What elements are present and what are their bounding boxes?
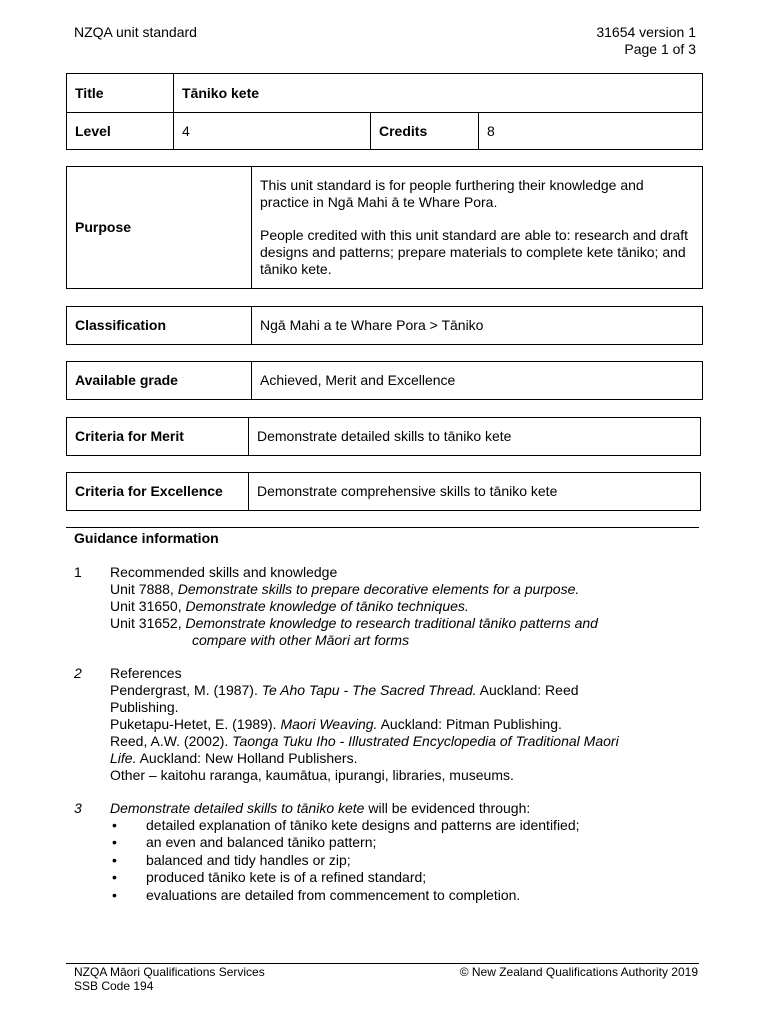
criteria-merit-table xyxy=(66,417,701,456)
purpose-content xyxy=(252,167,703,289)
list-item: • balanced and tidy handles or zip; xyxy=(112,851,351,868)
reference-reed: Reed, A.W. (2002). Taonga Tuku Iho - Illustrated Encyclopedia of Traditional Maori xyxy=(110,733,619,749)
item-1-unit-31652: Unit 31652, Demonstrate knowledge to research traditional tāniko patterns and xyxy=(110,615,598,631)
available-grade-label: Available grade xyxy=(67,362,252,400)
item-1-unit-31650: Unit 31650, Demonstrate knowledge of tāniko techniques. xyxy=(110,598,469,614)
item-2-title: References xyxy=(110,665,182,681)
item-3-intro: Demonstrate detailed skills to tāniko kete will be evidenced through: xyxy=(110,800,531,816)
guidance-heading: Guidance information xyxy=(74,530,219,546)
footer-rule xyxy=(66,963,699,964)
reference-puketapu-hetet: Puketapu-Hetet, E. (1989). Maori Weaving. Auckland: Pitman Publishing. xyxy=(110,716,562,732)
classification-value: Ngā Mahi a te Whare Pora > Tāniko xyxy=(252,307,703,345)
footer-ssb-code: SSB Code 194 xyxy=(74,979,154,993)
item-3-bullet-list xyxy=(112,817,702,904)
reference-other: Other – kaitohu raranga, kaumātua, ipurangi, libraries, museums. xyxy=(110,767,514,783)
purpose-table xyxy=(66,166,703,289)
item-1-unit-31652-cont: compare with other Māori art forms xyxy=(192,632,410,648)
title-label: Title xyxy=(67,74,174,113)
available-grade-table xyxy=(66,361,703,400)
list-item: • produced tāniko kete is of a refined standard; xyxy=(112,869,427,886)
guidance-item-1-number: 1 xyxy=(74,564,82,580)
level-value: 4 xyxy=(174,113,371,150)
title-value: Tāniko kete xyxy=(174,74,703,113)
criteria-excellence-table xyxy=(66,472,701,511)
criteria-excellence-label: Criteria for Excellence xyxy=(67,473,249,511)
footer-organisation: NZQA Māori Qualifications Services xyxy=(74,965,265,979)
title-table xyxy=(66,73,703,150)
classification-label: Classification xyxy=(67,307,252,345)
criteria-merit-label: Criteria for Merit xyxy=(67,418,249,456)
doc-header-right xyxy=(596,24,696,58)
purpose-para-1: This unit standard is for people furthering their knowledge and practice in Ngā Mahi ā te Whare Pora. xyxy=(260,177,644,210)
reference-pendergrast: Pendergrast, M. (1987). Te Aho Tapu - The Sacred Thread. Auckland: Reed xyxy=(110,682,579,698)
footer-copyright: © New Zealand Qualifications Authority 2019 xyxy=(459,965,698,979)
available-grade-value: Achieved, Merit and Excellence xyxy=(252,362,703,400)
guidance-item-2-number: 2 xyxy=(74,665,82,681)
bullet-icon: • xyxy=(112,851,117,868)
guidance-rule xyxy=(66,527,699,528)
credits-label: Credits xyxy=(371,113,479,150)
page-number: Page 1 of 3 xyxy=(624,41,696,57)
purpose-label: Purpose xyxy=(67,167,252,289)
doc-header-left: NZQA unit standard xyxy=(74,24,197,40)
footer-left xyxy=(74,965,265,993)
credits-value: 8 xyxy=(479,113,703,150)
reference-pendergrast-cont: Publishing. xyxy=(110,699,179,715)
classification-table xyxy=(66,306,703,345)
unit-version: 31654 version 1 xyxy=(596,24,696,40)
list-item: • evaluations are detailed from commencement to completion. xyxy=(112,886,521,903)
guidance-item-3 xyxy=(110,800,700,817)
criteria-merit-value: Demonstrate detailed skills to tāniko kete xyxy=(249,418,701,456)
item-1-unit-7888: Unit 7888, Demonstrate skills to prepare decorative elements for a purpose. xyxy=(110,581,580,597)
purpose-para-2: People credited with this unit standard are able to: research and draft designs and patterns; prepare materials to complete kete tāniko; and tāniko kete. xyxy=(260,227,689,277)
guidance-item-1 xyxy=(110,564,700,649)
criteria-excellence-value: Demonstrate comprehensive skills to tāniko kete xyxy=(249,473,701,511)
list-item: • an even and balanced tāniko pattern; xyxy=(112,834,377,851)
bullet-icon: • xyxy=(112,869,117,886)
level-label: Level xyxy=(67,113,174,150)
bullet-icon: • xyxy=(112,886,117,903)
guidance-item-2 xyxy=(110,665,700,784)
bullet-icon: • xyxy=(112,834,117,851)
guidance-item-3-number: 3 xyxy=(74,800,82,816)
item-1-title: Recommended skills and knowledge xyxy=(110,564,338,580)
reference-reed-cont: Life. Auckland: New Holland Publishers. xyxy=(110,750,358,766)
list-item: • detailed explanation of tāniko kete designs and patterns are identified; xyxy=(112,817,580,833)
bullet-icon: • xyxy=(112,817,117,833)
